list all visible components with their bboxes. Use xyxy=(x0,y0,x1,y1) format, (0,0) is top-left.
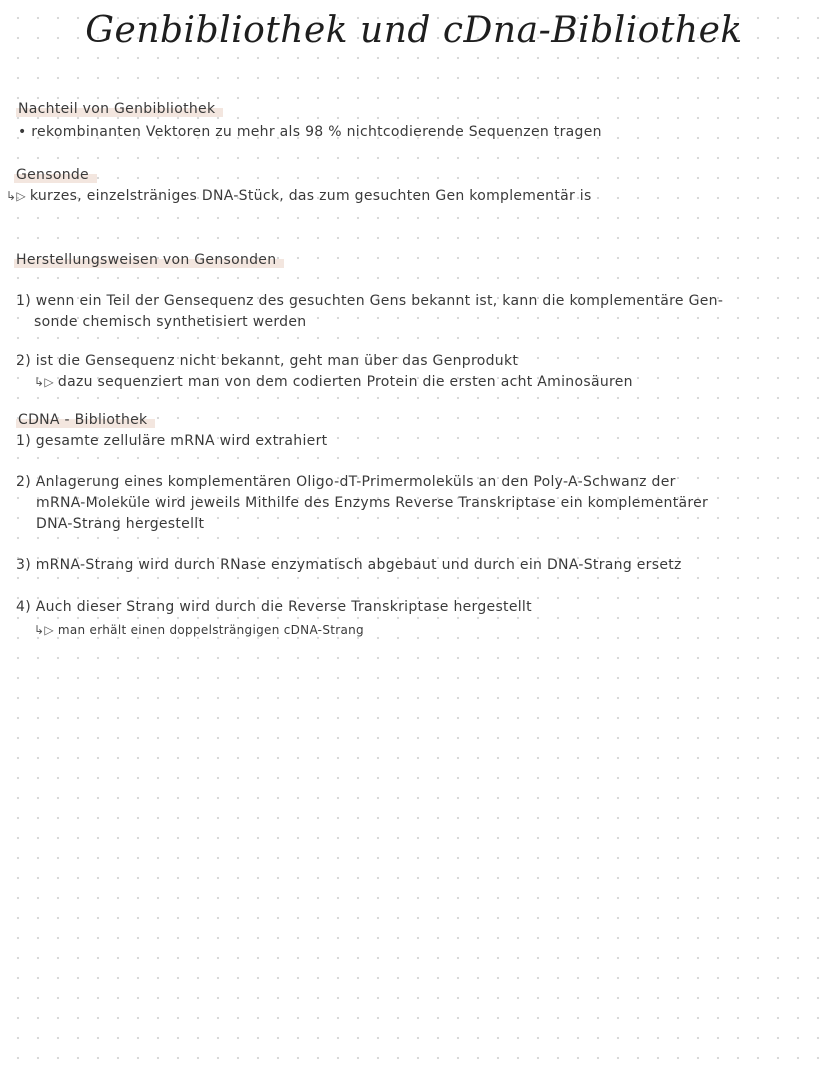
heading-herstellung xyxy=(14,251,284,269)
heading-nachteil xyxy=(16,100,223,118)
gensonde-text: kurzes, einzelsträniges DNA-Stück, das zum gesuchten Gen komplementär is xyxy=(29,188,592,204)
heading-cdna xyxy=(16,411,155,429)
cdna-item2-line1: 2) Anlagerung eines komplementären Oligo-dT-Primermoleküls an den Poly-A-Schwanz der xyxy=(16,474,676,490)
herstellung-item1-line2: sonde chemisch synthetisiert werden xyxy=(34,314,307,330)
gensonde-line-1 xyxy=(6,187,592,205)
cdna-item4-line2 xyxy=(34,621,364,639)
arrow-icon: ↳▷ xyxy=(34,375,54,389)
cdna-item1: 1) gesamte zelluläre mRNA wird extrahiert xyxy=(16,433,328,449)
heading-herstellung-text: Herstellungsweisen von Gensonden xyxy=(16,252,277,268)
herstellung-item1-line1: 1) wenn ein Teil der Gensequenz des gesuchten Gens bekannt ist, kann die komplementäre Gen- xyxy=(16,293,724,309)
heading-cdna-text: CDNA - Bibliothek xyxy=(18,412,148,428)
cdna-item4-line1: 4) Auch dieser Strang wird durch die Reverse Transkriptase hergestellt xyxy=(16,599,532,615)
cdna-item2-line3: DNA-Strang hergestellt xyxy=(36,516,205,532)
herstellung-item2-line2 xyxy=(34,373,633,391)
heading-gensonde xyxy=(14,166,97,184)
arrow-icon: ↳▷ xyxy=(34,623,54,637)
cdna-item3: 3) mRNA-Strang wird durch RNase enzymatisch abgebaut und durch ein DNA-Strang ersetz xyxy=(16,557,682,573)
arrow-icon: ↳▷ xyxy=(6,189,26,203)
cdna-item4-text: man erhält einen doppelsträngigen cDNA-Strang xyxy=(57,623,364,637)
nachteil-line-1: • rekombinanten Vektoren zu mehr als 98 % nichtcodierende Sequenzen tragen xyxy=(18,124,602,140)
herstellung-item2-line1: 2) ist die Gensequenz nicht bekannt, geht man über das Genprodukt xyxy=(16,353,519,369)
heading-gensonde-text: Gensonde xyxy=(16,167,89,183)
herstellung-item2-text: dazu sequenziert man von dem codierten Protein die ersten acht Aminosäuren xyxy=(57,374,633,390)
heading-nachteil-text: Nachteil von Genbibliothek xyxy=(18,101,216,117)
page-title: Genbibliothek und cDna-Bibliothek xyxy=(85,10,743,51)
cdna-item2-line2: mRNA-Moleküle wird jeweils Mithilfe des Enzyms Reverse Transkriptase ein komplementärer xyxy=(36,495,709,511)
